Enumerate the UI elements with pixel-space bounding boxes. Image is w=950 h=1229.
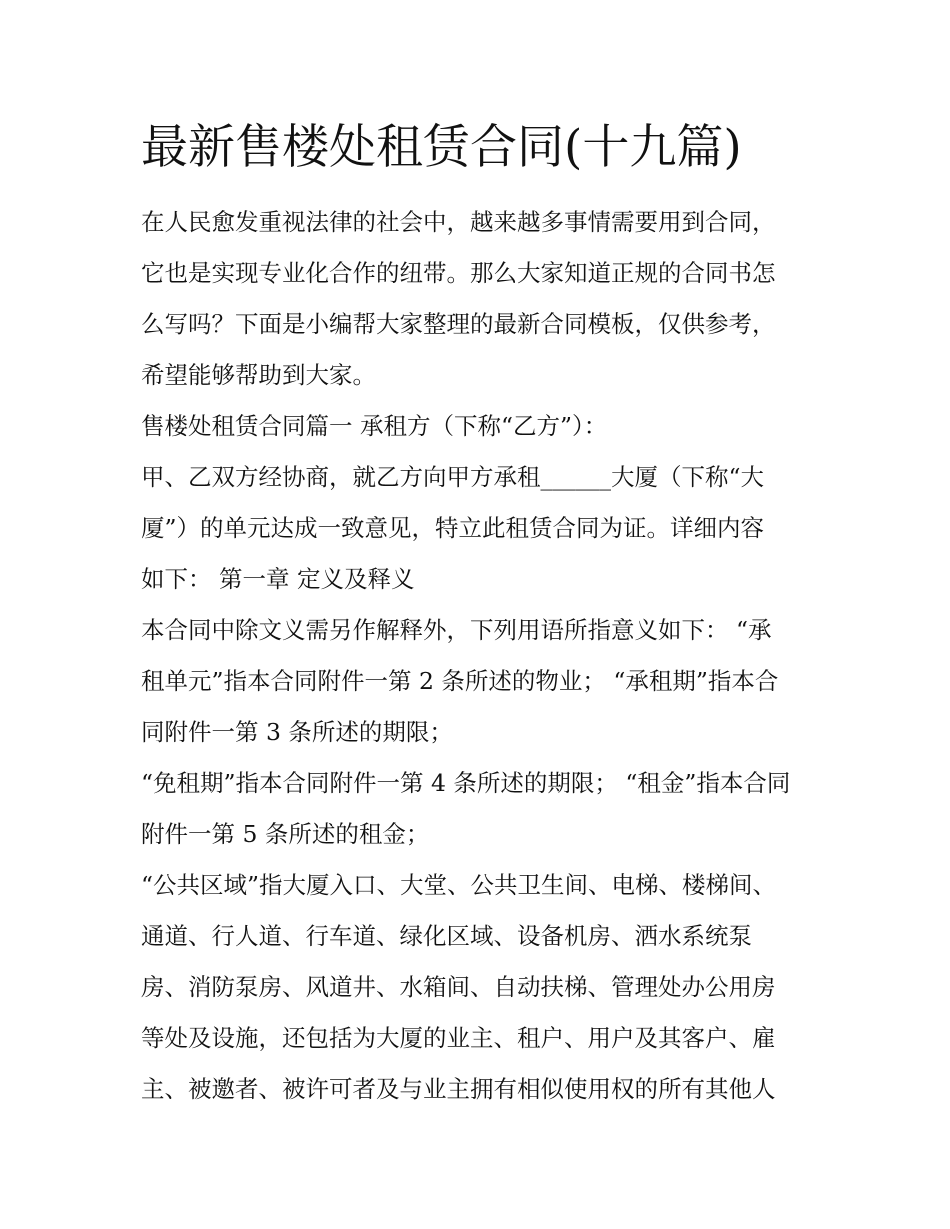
- document-body: [141, 197, 821, 1115]
- body-line: 等处及设施，还包括为大厦的业主、租户、用户及其客户、雇: [141, 1024, 776, 1052]
- body-line: 本合同中除文义需另作解释外，下列用语所指意义如下： “承: [141, 616, 772, 644]
- body-line: 它也是实现专业化合作的纽带。那么大家知道正规的合同书怎: [141, 259, 776, 287]
- body-line: 房、消防泵房、风道井、水箱间、自动扶梯、管理处办公用房: [141, 973, 776, 1001]
- body-line: 甲、乙双方经协商，就乙方向甲方承租______大厦（下称“大: [141, 463, 765, 491]
- body-line: 在人民愈发重视法律的社会中，越来越多事情需要用到合同，: [141, 208, 776, 236]
- body-line: “公共区域”指大厦入口、大堂、公共卫生间、电梯、楼梯间、: [141, 871, 777, 899]
- body-line: 如下： 第一章 定义及释义: [141, 565, 415, 593]
- body-line: “免租期”指本合同附件一第 4 条所述的期限； “租金”指本合同: [141, 769, 791, 797]
- body-line: 附件一第 5 条所述的租金；: [141, 820, 430, 848]
- body-line: 希望能够帮助到大家。: [141, 361, 376, 389]
- body-line: 同附件一第 3 条所述的期限；: [141, 718, 453, 746]
- body-line: 主、被邀者、被许可者及与业主拥有相似使用权的所有其他人: [141, 1075, 776, 1103]
- body-line: 厦”）的单元达成一致意见，特立此租赁合同为证。详细内容: [141, 514, 765, 542]
- body-line: 售楼处租赁合同篇一 承租方（下称“乙方”）：: [141, 412, 608, 440]
- body-line: 么写吗？下面是小编帮大家整理的最新合同模板，仅供参考，: [141, 310, 776, 338]
- body-line: 通道、行人道、行车道、绿化区域、设备机房、洒水系统泵: [141, 922, 752, 950]
- body-line: 租单元”指本合同附件一第 2 条所述的物业； “承租期”指本合: [141, 667, 779, 695]
- document-title: 最新售楼处租赁合同(十九篇): [141, 120, 742, 175]
